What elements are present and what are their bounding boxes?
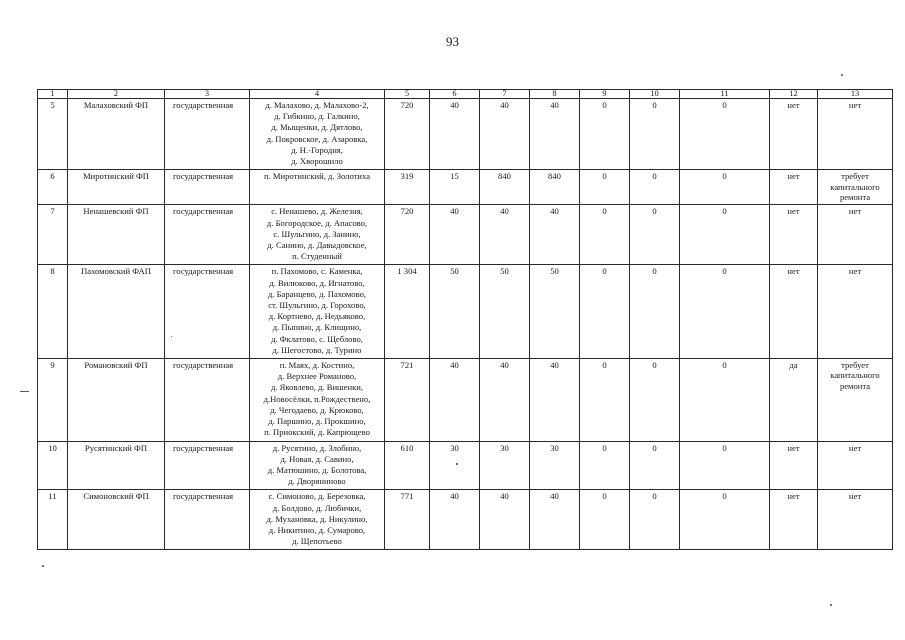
facilities-table — [37, 89, 893, 550]
settlement-line: д. Гибкино, д. Галкино, — [274, 111, 360, 122]
settlement-line: д. Верхнее Романово, — [277, 371, 357, 382]
settlement-line: д. Кортнево, д. Недьяково, — [268, 311, 366, 322]
settlement-line: д. Хворошило — [291, 156, 343, 167]
value-cell: 720 — [385, 205, 430, 265]
column-number-row — [38, 90, 893, 99]
value-cell: 721 — [385, 359, 430, 441]
settlements-cell — [250, 205, 385, 265]
settlement-line: д. Никитино, д. Сумарово, — [268, 524, 366, 535]
value-cell: 30 — [530, 441, 580, 490]
settlement-line: д. Мухановка, д. Никулино, — [266, 513, 368, 524]
table-row — [38, 265, 893, 359]
row-number-cell: 10 — [38, 441, 68, 490]
facility-name-cell: Малаховский ФП — [68, 99, 165, 170]
ownership-cell: государственная — [165, 205, 250, 265]
facility-name-cell: Романовский ФП — [68, 359, 165, 441]
settlement-line: д. Чегодаево, д. Крюково, — [270, 404, 364, 415]
column-header: 1 — [38, 90, 68, 99]
settlement-line: д. Щепотьево — [292, 536, 342, 547]
table-row — [38, 99, 893, 170]
value-cell: нет — [770, 441, 818, 490]
scan-speck — [841, 74, 843, 76]
facility-name-cell: Пахомовский ФАП — [68, 265, 165, 359]
table-row — [38, 359, 893, 441]
row-number-cell: 6 — [38, 170, 68, 205]
scan-speck — [42, 565, 44, 567]
value-cell: 771 — [385, 490, 430, 550]
column-header: 5 — [385, 90, 430, 99]
ownership-cell: государственная — [165, 99, 250, 170]
settlement-line: д. Дворяниново — [288, 476, 346, 487]
value-cell: 50 — [530, 265, 580, 359]
settlements-cell — [250, 265, 385, 359]
row-number-cell: 9 — [38, 359, 68, 441]
table-row — [38, 441, 893, 490]
value-cell: нет — [770, 99, 818, 170]
value-cell: 0 — [680, 205, 770, 265]
settlements-cell — [250, 99, 385, 170]
table-row — [38, 170, 893, 205]
settlement-line: п. Студенный — [292, 251, 342, 262]
facility-name-cell: Симоновский ФП — [68, 490, 165, 550]
value-cell: 0 — [630, 170, 680, 205]
scan-speck — [171, 336, 172, 337]
value-cell: нет — [818, 205, 893, 265]
row-number-cell: 7 — [38, 205, 68, 265]
value-cell: 840 — [480, 170, 530, 205]
settlement-line: д. Покровское, д. Азаровка, — [266, 133, 368, 144]
value-cell: 50 — [480, 265, 530, 359]
value-cell: 1 304 — [385, 265, 430, 359]
value-cell: 40 — [530, 359, 580, 441]
settlements-cell — [250, 441, 385, 490]
value-cell: 40 — [480, 99, 530, 170]
settlement-line: д. Шегостово, д. Турино — [272, 344, 362, 355]
ownership-cell: государственная — [165, 490, 250, 550]
column-header: 13 — [818, 90, 893, 99]
value-cell: 0 — [680, 170, 770, 205]
settlement-line: д. Баранцево, д. Пахомово, — [267, 288, 367, 299]
settlement-line: д. Санино, д. Давыдовское, — [267, 240, 367, 251]
column-header: 3 — [165, 90, 250, 99]
ownership-cell: государственная — [165, 359, 250, 441]
scan-speck — [456, 463, 458, 465]
settlement-line: д. Малахово, д. Малахово-2, — [265, 100, 369, 110]
value-cell: нет — [818, 99, 893, 170]
value-cell: 40 — [480, 490, 530, 550]
value-cell: 40 — [530, 490, 580, 550]
value-cell: 0 — [630, 265, 680, 359]
value-cell: 840 — [530, 170, 580, 205]
settlement-line: д. Новая, д. Савино, — [280, 453, 354, 464]
settlement-line: п. Приокский, д. Капрющево — [264, 427, 370, 438]
value-cell: 0 — [680, 265, 770, 359]
column-header: 4 — [250, 90, 385, 99]
settlement-line: ст. Шульгино, д. Горохово, — [268, 300, 366, 311]
value-cell: 0 — [580, 265, 630, 359]
column-header: 7 — [480, 90, 530, 99]
value-cell: 40 — [480, 205, 530, 265]
value-cell: 0 — [680, 490, 770, 550]
value-cell: 0 — [580, 99, 630, 170]
column-header: 10 — [630, 90, 680, 99]
value-cell: нет — [818, 265, 893, 359]
ownership-cell: государственная — [165, 441, 250, 490]
settlement-line: д. Мыщенки, д. Дятлово, — [271, 122, 363, 133]
settlement-line: д. Матюшино, д. Болотова, — [267, 464, 367, 475]
value-cell: 40 — [480, 359, 530, 441]
value-cell: нет — [770, 265, 818, 359]
column-header: 8 — [530, 90, 580, 99]
settlement-line: с. Ненашево, д. Железня, — [271, 206, 363, 217]
settlement-line: д. Паршино, д. Прокшино, — [268, 416, 366, 427]
table-row — [38, 490, 893, 550]
settlement-line: п. Маях, д. Костино, — [279, 360, 355, 371]
value-cell: 40 — [530, 99, 580, 170]
value-cell: 610 — [385, 441, 430, 490]
value-cell: 40 — [430, 490, 480, 550]
value-cell: 30 — [480, 441, 530, 490]
facility-name-cell: Ненашевский ФП — [68, 205, 165, 265]
column-header: 2 — [68, 90, 165, 99]
value-cell: нет — [818, 490, 893, 550]
value-cell: 15 — [430, 170, 480, 205]
table-row — [38, 205, 893, 265]
settlement-line: п. Пахомово, с. Каменка, — [271, 266, 363, 277]
value-cell: 40 — [430, 359, 480, 441]
value-cell: требует капитального ремонта — [818, 359, 893, 441]
settlements-cell — [250, 359, 385, 441]
column-header: 11 — [680, 90, 770, 99]
value-cell: 0 — [630, 205, 680, 265]
value-cell: 0 — [680, 99, 770, 170]
value-cell: 40 — [530, 205, 580, 265]
value-cell: 0 — [630, 359, 680, 441]
column-header: 12 — [770, 90, 818, 99]
facility-name-cell: Русятинский ФП — [68, 441, 165, 490]
settlement-line: д. Яковлево, д. Вишенки, — [270, 382, 364, 393]
value-cell: 0 — [580, 490, 630, 550]
value-cell: 319 — [385, 170, 430, 205]
value-cell: нет — [770, 170, 818, 205]
value-cell: 0 — [580, 205, 630, 265]
value-cell: требует капитального ремонта — [818, 170, 893, 205]
row-number-cell: 5 — [38, 99, 68, 170]
scan-mark — [20, 391, 29, 392]
column-header: 6 — [430, 90, 480, 99]
page-number: 93 — [446, 34, 459, 49]
settlement-line: д. Вилюково, д. Игнатово, — [269, 277, 365, 288]
settlements-cell — [250, 490, 385, 550]
value-cell: 0 — [630, 99, 680, 170]
row-number-cell: 11 — [38, 490, 68, 550]
settlement-line: с. Симоново, д. Березовка, — [268, 491, 366, 502]
value-cell: 30 — [430, 441, 480, 490]
value-cell: 0 — [630, 441, 680, 490]
ownership-cell: государственная — [165, 170, 250, 205]
value-cell: 0 — [680, 359, 770, 441]
settlement-line: с. Шульгино, д. Занино, — [273, 228, 361, 239]
value-cell: нет — [770, 490, 818, 550]
value-cell: 0 — [580, 441, 630, 490]
value-cell: нет — [818, 441, 893, 490]
value-cell: 0 — [630, 490, 680, 550]
value-cell: 720 — [385, 99, 430, 170]
settlement-line: п. Миротинский, д. Золотиха — [263, 171, 371, 182]
scan-speck — [830, 604, 832, 606]
settlements-cell — [250, 170, 385, 205]
row-number-cell: 8 — [38, 265, 68, 359]
ownership-cell: государственная — [165, 265, 250, 359]
value-cell: да — [770, 359, 818, 441]
settlement-line: д. Пыпино, д. Клищино, — [272, 322, 362, 333]
value-cell: 50 — [430, 265, 480, 359]
settlement-line: д. Болдово, д. Любички, — [272, 502, 362, 513]
value-cell: 40 — [430, 99, 480, 170]
value-cell: 40 — [430, 205, 480, 265]
facility-name-cell: Миротинский ФП — [68, 170, 165, 205]
value-cell: 0 — [580, 170, 630, 205]
settlement-line: д. Н.-Городня, — [291, 144, 343, 155]
settlement-line: д.Новосёлки, п.Рождествено, — [263, 393, 371, 404]
value-cell: 0 — [580, 359, 630, 441]
value-cell: нет — [770, 205, 818, 265]
settlement-line: д. Богородское, д. Апасово, — [266, 217, 368, 228]
column-header: 9 — [580, 90, 630, 99]
value-cell: 0 — [680, 441, 770, 490]
settlement-line: д. Фклатово, с. Щеблово, — [271, 333, 363, 344]
settlement-line: д. Русятино, д. Злобино, — [272, 442, 362, 453]
